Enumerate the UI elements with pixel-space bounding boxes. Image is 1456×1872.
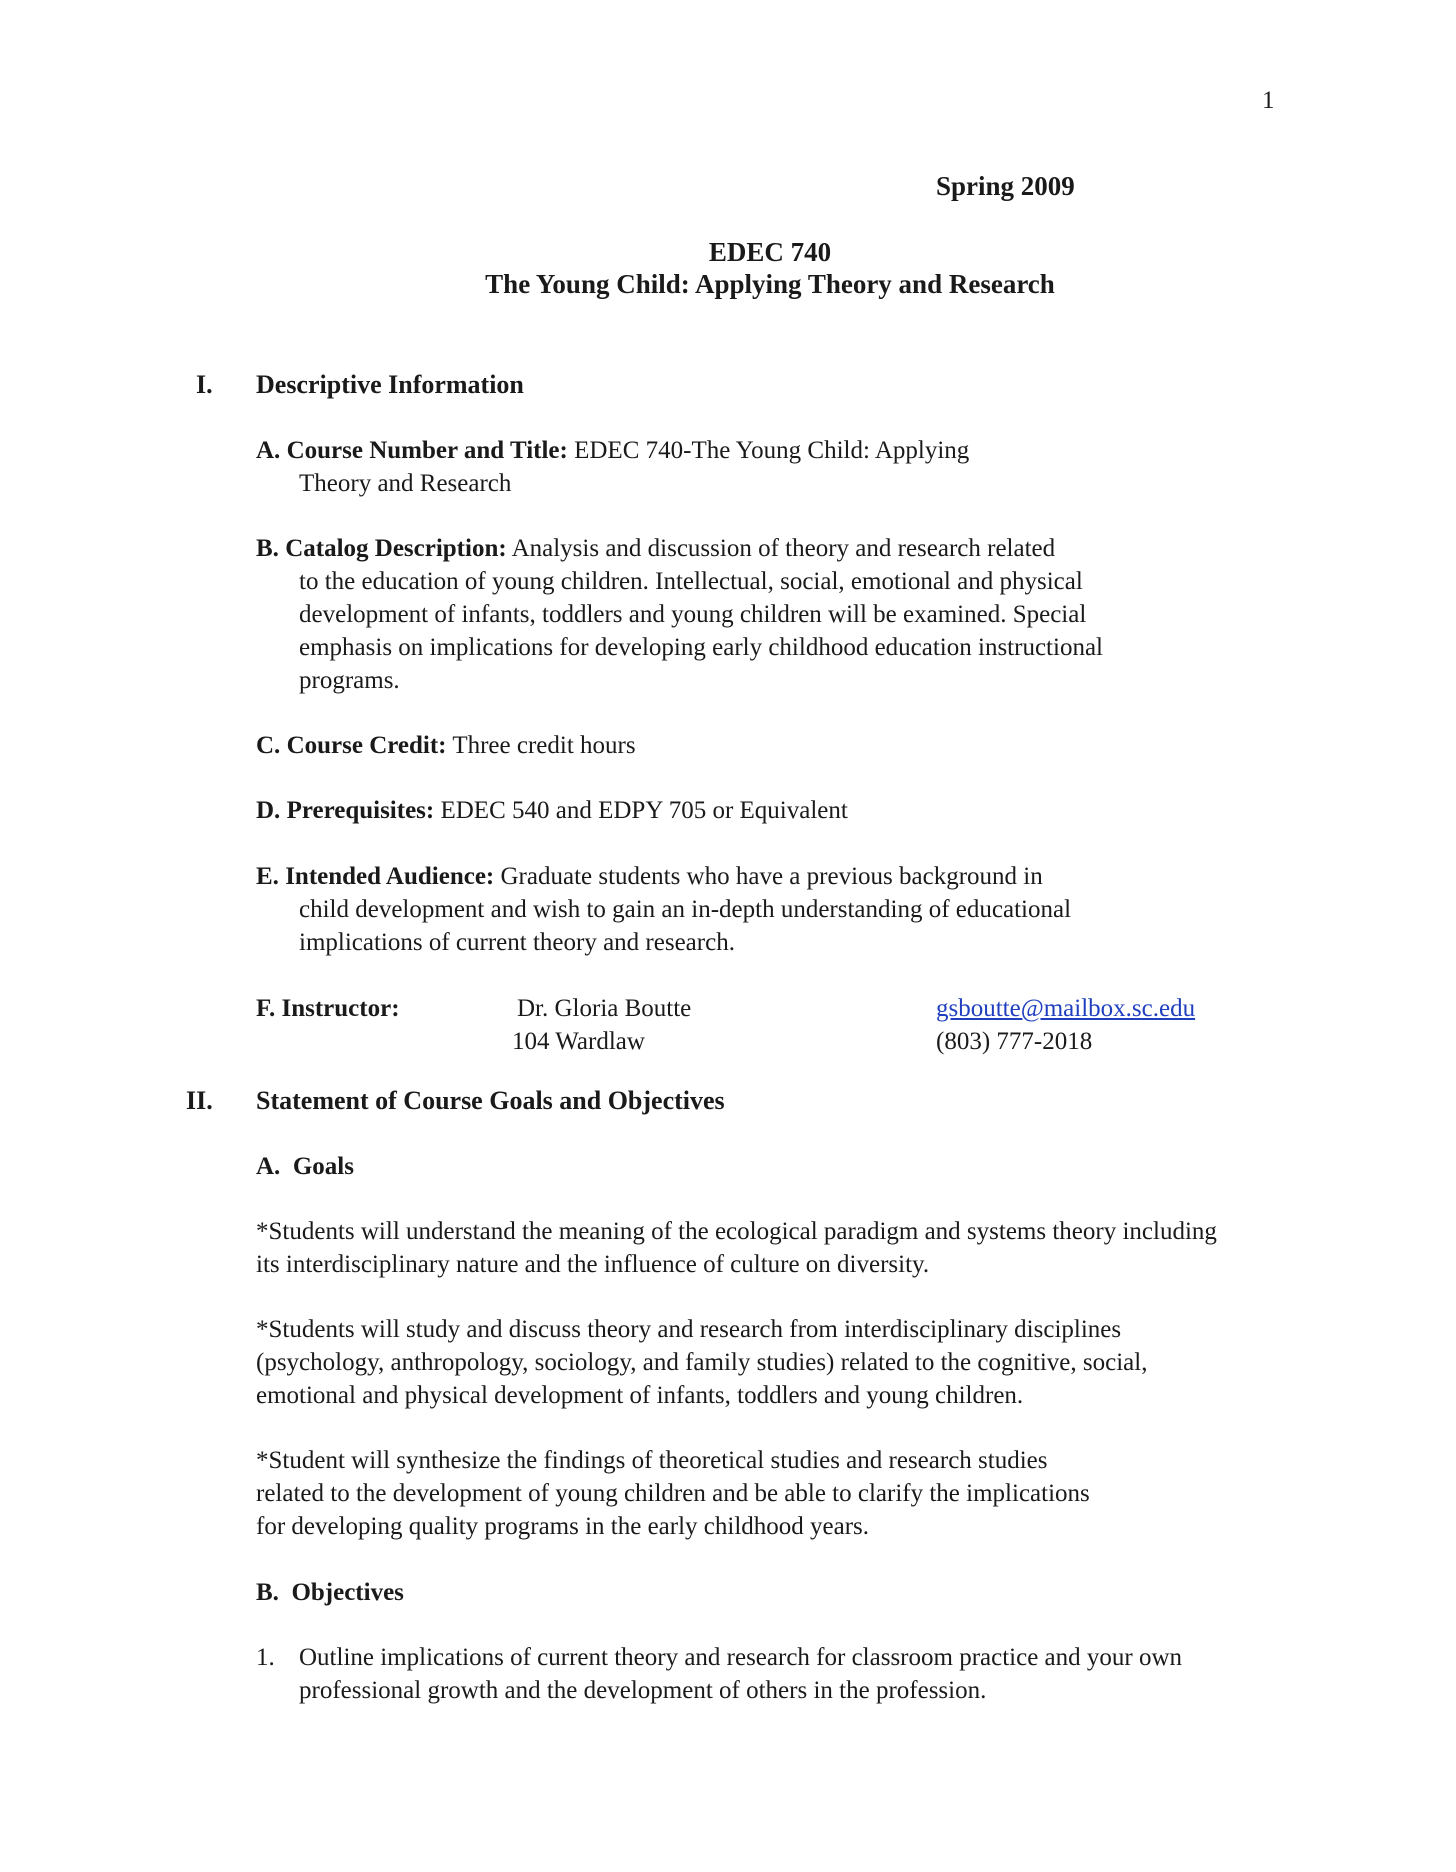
item-letter: A. bbox=[256, 437, 281, 464]
semester-label: Spring 2009 bbox=[936, 171, 1075, 201]
goals-heading-group bbox=[256, 1150, 354, 1183]
objective-1-text-continued: professional growth and the development of others in the profession. bbox=[299, 1677, 987, 1704]
item-letter: C. bbox=[256, 732, 281, 759]
item-text: EDEC 740-The Young Child: Applying bbox=[574, 437, 970, 464]
item-text: Three credit hours bbox=[452, 732, 636, 759]
item-intended-audience bbox=[256, 860, 1356, 959]
item-text: Analysis and discussion of theory and research related bbox=[511, 535, 1056, 562]
instructor-phone: (803) 777-2018 bbox=[936, 1028, 1093, 1055]
item-label: Instructor: bbox=[281, 995, 400, 1022]
item-text: EDEC 540 and EDPY 705 or Equivalent bbox=[440, 797, 848, 824]
goals-heading: Goals bbox=[292, 1153, 354, 1180]
item-prerequisites bbox=[256, 794, 1356, 827]
section-2-number: II. bbox=[186, 1086, 213, 1115]
item-text-continued: Theory and Research bbox=[299, 470, 512, 497]
objectives-letter: B. bbox=[256, 1579, 279, 1606]
section-2-heading: Statement of Course Goals and Objectives bbox=[256, 1086, 725, 1115]
item-catalog-description bbox=[256, 532, 1356, 697]
goal-paragraph-1: *Students will understand the meaning of the ecological paradigm and systems theory including its interdisciplinary nature and the influence of culture on diversity. bbox=[256, 1218, 1217, 1278]
instructor-label-group bbox=[256, 992, 400, 1025]
goal-paragraph-3: *Student will synthesize the findings of theoretical studies and research studies related to the development of young children and be able to clarify the implications for developing quality programs in the early childhood years. bbox=[256, 1447, 1090, 1540]
course-title: The Young Child: Applying Theory and Research bbox=[485, 269, 1055, 299]
instructor-name: Dr. Gloria Boutte bbox=[517, 995, 692, 1022]
item-course-number-title bbox=[256, 434, 1356, 500]
item-label: Course Number and Title: bbox=[286, 437, 568, 464]
item-letter: E. bbox=[256, 863, 279, 890]
item-course-credit bbox=[256, 729, 1356, 762]
item-label: Catalog Description: bbox=[285, 535, 507, 562]
section-1-heading: Descriptive Information bbox=[256, 370, 524, 399]
instructor-email-link[interactable]: gsboutte@mailbox.sc.edu bbox=[936, 995, 1196, 1022]
item-letter: D. bbox=[256, 797, 281, 824]
page-number: 1 bbox=[1262, 87, 1275, 114]
objective-1-text: Outline implications of current theory and research for classroom practice and your own bbox=[299, 1644, 1183, 1671]
section-1-number: I. bbox=[196, 370, 213, 399]
course-code: EDEC 740 bbox=[708, 237, 832, 267]
objectives-heading-group bbox=[256, 1576, 404, 1609]
item-text-continued: to the education of young children. Intellectual, social, emotional and physical development of infants, toddlers and young children will be examined. Special emphasis on implications for developing early childhood education instructional programs. bbox=[299, 568, 1103, 694]
instructor-office: 104 Wardlaw bbox=[512, 1028, 645, 1055]
item-text-continued: child development and wish to gain an in-depth understanding of educational implications of current theory and research. bbox=[299, 896, 1072, 956]
item-letter: F. bbox=[256, 995, 276, 1022]
item-label: Course Credit: bbox=[286, 732, 447, 759]
item-label: Intended Audience: bbox=[285, 863, 495, 890]
item-letter: B. bbox=[256, 535, 279, 562]
objective-1-number: 1. bbox=[256, 1644, 275, 1671]
goals-letter: A. bbox=[256, 1153, 281, 1180]
item-label: Prerequisites: bbox=[286, 797, 435, 824]
goal-paragraph-2: *Students will study and discuss theory and research from interdisciplinary disciplines (psychology, anthropology, sociology, and family studies) related to the cognitive, social, emotional and physical development of infants, toddlers and young children. bbox=[256, 1316, 1148, 1409]
objectives-heading: Objectives bbox=[291, 1579, 404, 1606]
item-text: Graduate students who have a previous background in bbox=[500, 863, 1043, 890]
